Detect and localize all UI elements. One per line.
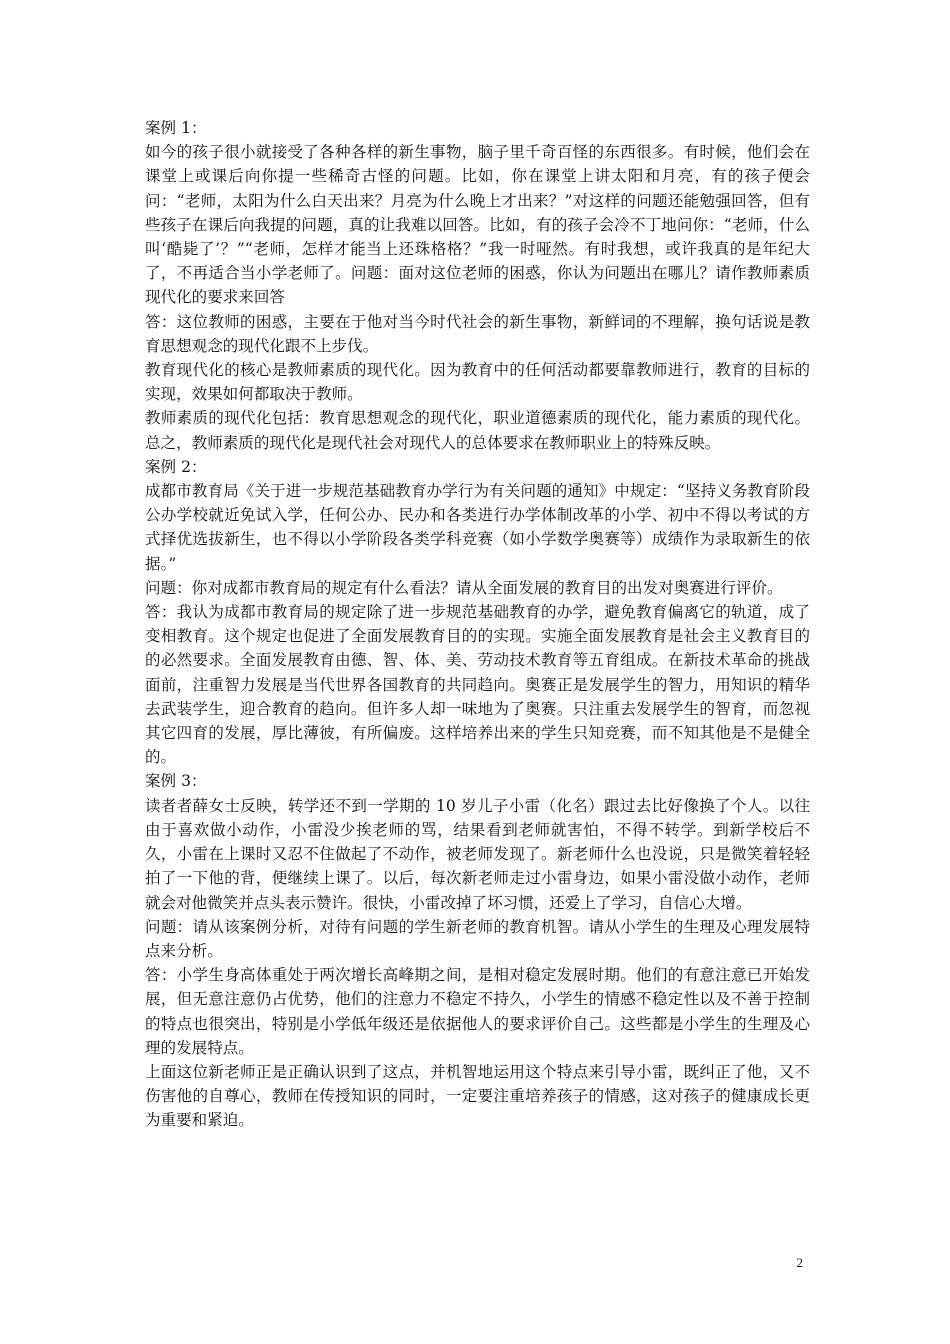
case-3-answer-paragraph-2: 上面这位新老师正是正确认识到了这点，并机智地运用这个特点来引导小雷，既纠正了他，又不伤害他的自尊心，教师在传授知识的同时，一定要注重培养孩子的情感，这对孩子的健康成长更为重要和紧迫。 (145, 1062, 810, 1130)
page-number: 2 (796, 1255, 803, 1270)
case-2-question: 问题：你对成都市教育局的规定有什么看法？请从全面发展的教育目的出发对奥赛进行评价。 (145, 578, 783, 597)
case-2-answer: 答：我认为成都市教育局的规定除了进一步规范基础教育的办学，避免教育偏离它的轨道，成了变相教育。这个规定也促进了全面发展教育目的的实现。实施全面发展教育是社会主义教育目的的必然要求。全面发展教育由德、智、体、美、劳动技术教育等五育组成。在新技术革命的挑战面前，注重智力发展是当代世界各国教育的共同趋向。奥赛正是发展学生的智力，用知识的精华去武装学生，迎合教育的趋向。但许多人却一味地为了奥赛。只注重去发展学生的智育，而忽视其它四育的发展，厚比薄彼，有所偏废。这样培养出来的学生只知竞赛，而不知其他是不是健全的。 (145, 603, 810, 767)
case-3-question: 问题：请从该案例分析，对待有问题的学生新老师的教育机智。请从小学生的生理及心理发展特点来分析。 (145, 917, 810, 960)
case-3-heading: 案例 3： (145, 772, 207, 791)
case-1-description: 如今的孩子很小就接受了各种各样的新生事物，脑子里千奇百怪的东西很多。有时候，他们会在课堂上或课后向你提一些稀奇古怪的问题。比如，你在课堂上讲太阳和月亮，有的孩子便会问：“老师，太阳为什么白天出来？月亮为什么晚上才出来？”对这样的问题还能勉强回答，但有些孩子在课后向我提的问题，真的让我难以回答。比如，有的孩子会冷不丁地问你：“老师，什么叫‘酷毙了’？”“老师，怎样才能当上还珠格格？”我一时哑然。有时我想，或许我真的是年纪大了，不再适合当小学老师了。问题：面对这位老师的困惑，你认为问题出在哪儿？请作教师素质现代化的要求来回答 (145, 143, 810, 307)
case-1-answer-paragraph-2: 教育现代化的核心是教师素质的现代化。因为教育中的任何活动都要靠教师进行，教育的目标的实现，效果如何都取决于教师。 (145, 361, 810, 404)
document-body (145, 116, 810, 1133)
case-2-heading: 案例 2： (145, 457, 207, 476)
case-2-description: 成都市教育局《关于进一步规范基础教育办学行为有关问题的通知》中规定：“坚持义务教育阶段公办学校就近免试入学，任何公办、民办和各类进行办学体制改革的小学、初中不得以考试的方式择优选拔新生，也不得以小学阶段各类学科竞赛（如小学数学奥赛等）成绩作为录取新生的依据。” (145, 482, 810, 573)
case-3-description: 读者者薛女士反映，转学还不到一学期的 10 岁儿子小雷（化名）跟过去比好像换了个人。以往由于喜欢做小动作，小雷没少挨老师的骂，结果看到老师就害怕，不得不转学。到新学校后不久，小雷在上课时又忍不住做起了不动作，被老师发现了。新老师什么也没说，只是微笑着轻轻拍了一下他的背，便继续上课了。以后，每次新老师走过小雷身边，如果小雷没做小动作，老师就会对他微笑并点头表示赞许。很快，小雷改掉了坏习惯，还爱上了学习，自信心大增。 (145, 796, 810, 912)
case-3-answer: 答：小学生身高体重处于两次增长高峰期之间，是相对稳定发展时期。他们的有意注意已开始发展，但无意注意仍占优势，他们的注意力不稳定不持久，小学生的情感不稳定性以及不善于控制的特点也很突出，特别是小学低年级还是依据他人的要求评价自己。这些都是小学生的生理及心理的发展特点。 (145, 966, 810, 1057)
case-1-heading: 案例 1： (145, 119, 207, 137)
case-1-answer: 答：这位教师的困惑，主要在于他对当今时代社会的新生事物，新鲜词的不理解，换句话说是教育思想观念的现代化跟不上步伐。 (145, 312, 810, 355)
case-1-answer-paragraph-3: 教师素质的现代化包括：教育思想观念的现代化，职业道德素质的现代化，能力素质的现代化。总之，教师素质的现代化是现代社会对现代人的总体要求在教师职业上的特殊反映。 (145, 409, 810, 452)
